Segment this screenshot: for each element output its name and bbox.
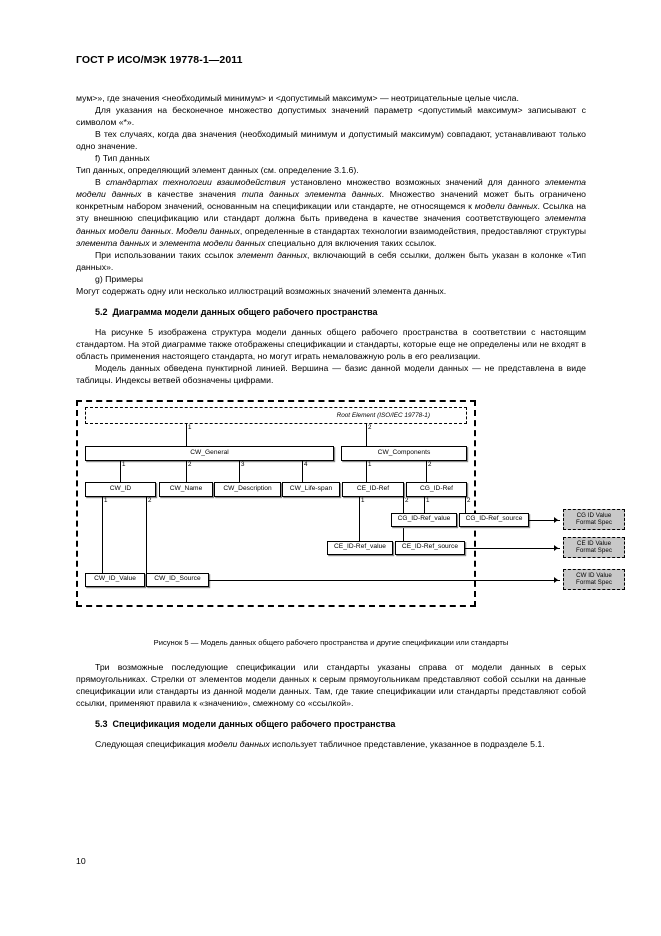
section-heading-5-3: [76, 719, 586, 729]
branch-index-comp-1: 1: [368, 460, 372, 468]
spec-box-ce-line1: CE ID Value: [576, 539, 612, 547]
p5-r1: В: [95, 177, 106, 188]
paragraph-8: На рисунке 5 изображена структура модели данных общего рабочего пространства в соответствии с настоящим стандартом. На этой диаграмме также отображены спецификации и стандарты, которые еще не определены или не входят в область применения настоящего стандарта, но могут играть немаловажную роль в его реализации.: [76, 327, 586, 362]
figure-5: [76, 400, 612, 628]
branch-index-cwid-2: 2: [148, 496, 152, 504]
figure-5-caption: Рисунок 5 — Модель данных общего рабочего пространства и другие спецификации или стандарты: [153, 637, 509, 647]
node-cg-id-ref-value: [391, 513, 457, 527]
node-cw-life-span-label: CW_Life-span: [289, 484, 333, 492]
branch-index-gen-1: 1: [122, 460, 126, 468]
connector-cwcomponents-cgidref: [426, 461, 427, 482]
node-cw-id: [85, 482, 156, 497]
node-cw-id-label: CW_ID: [109, 484, 132, 492]
p5-r10: элемента данных модели данных: [76, 213, 586, 236]
branch-index-ceref-1: 1: [361, 496, 365, 504]
node-cg-id-ref-source-label: CG_ID-Ref_source: [465, 515, 523, 523]
p5-r13: , определенные в стандартах технологии взаимодействия, предоставляют структуры: [239, 225, 586, 236]
connector-cgidref-value: [424, 497, 425, 513]
node-cg-id-ref-value-label: CG_ID-Ref_value: [397, 515, 451, 523]
node-ce-id-ref-label: CE_ID-Ref: [356, 484, 390, 492]
node-root-element: [85, 407, 467, 424]
section-5-3-title: Спецификация модели данных общего рабочего пространства: [112, 719, 396, 730]
connector-root-cwgeneral: [186, 424, 187, 446]
node-cg-id-ref: [406, 482, 467, 497]
connector-cgidref-source: [465, 497, 466, 513]
spec-box-cw-id-value-format: [563, 569, 625, 590]
p6-r3: , включающий в себя ссылки, должен быть указан в колонке «Тип данных».: [76, 249, 586, 272]
branch-index-gen-3: 3: [241, 460, 245, 468]
node-cw-description-label: CW_Description: [223, 484, 272, 492]
branch-index-gen-4: 4: [304, 460, 308, 468]
connector-cwid-source: [146, 497, 147, 573]
p5-r12: Модели данных: [176, 225, 240, 236]
page-number: 10: [76, 856, 86, 866]
spec-box-cw-line2: Format Spec: [576, 579, 612, 587]
p5-r3: установлено множество возможных значений для данного: [285, 177, 545, 188]
section-5-2-title: Диаграмма модели данных общего рабочего пространства: [112, 307, 378, 318]
p5-r16: элемента модели данных: [159, 237, 266, 248]
p11-r1: Следующая спецификация: [95, 739, 208, 750]
spec-box-cg-id-value-format: [563, 509, 625, 530]
paragraph-7: Могут содержать одну или несколько иллюстраций возможных значений элемента данных.: [76, 285, 447, 296]
node-ce-id-ref-value: [327, 541, 393, 555]
reference-arrow-cw: [554, 577, 558, 583]
p5-r15: и: [149, 237, 160, 248]
paragraph-4: Тип данных, определяющий элемент данных (см. определение 3.1.6).: [76, 165, 359, 176]
node-cw-components: [341, 446, 467, 461]
p11-r3: использует табличное представление, указанное в подразделе 5.1.: [269, 739, 545, 750]
connector-cwgeneral-cwid: [120, 461, 121, 482]
node-cw-id-value-label: CW_ID_Value: [94, 575, 136, 583]
node-cw-id-value: [85, 573, 145, 587]
node-cw-components-label: CW_Components: [377, 448, 431, 456]
branch-index-comp-2: 2: [428, 460, 432, 468]
reference-line-cw: [209, 580, 560, 581]
node-ce-id-ref-value-label: CE_ID-Ref_value: [333, 543, 387, 551]
node-ce-id-ref: [342, 482, 404, 497]
p5-r14: элемента данных: [76, 237, 150, 248]
paragraph-3-text: В тех случаях, когда два значения (необходимый минимум и допустимый максимум) совпадают, устанавливают только одно значение.: [76, 129, 586, 152]
page-title: ГОСТ Р ИСО/МЭК 19778-1—2011: [76, 54, 243, 66]
paragraph-9: Модель данных обведена пунктирной линией. Вершина — базис данной модели данных — не представлена в виде таблицы. Индексы ветвей обозначены цифрами.: [76, 363, 586, 386]
p5-r17: специально для включения таких ссылок.: [265, 237, 437, 248]
node-ce-id-ref-source-label: CE_ID-Ref_source: [401, 543, 459, 551]
p5-r2: стандартах технологии взаимодействия: [105, 177, 286, 188]
node-cw-id-source-label: CW_ID_Source: [154, 575, 201, 583]
reference-arrow-cg: [554, 517, 558, 523]
paragraph-1-text: мум>», где значения <необходимый минимум> и <допустимый максимум> — неотрицательные целые числа.: [76, 93, 519, 103]
p5-r8: модели данных: [474, 201, 538, 212]
paragraph-11: [76, 738, 586, 750]
node-cw-description: [214, 482, 281, 497]
figure-5-canvas: [76, 400, 612, 628]
branch-index-root-2: 2: [368, 423, 372, 431]
p5-r5: в качестве значения: [141, 189, 242, 200]
reference-arrow-ce: [554, 545, 558, 551]
spec-box-ce-id-value-format: [563, 537, 625, 558]
p11-r2: модели данных: [207, 739, 270, 750]
connector-ceidref-value: [359, 497, 360, 541]
section-heading-5-2: [76, 307, 586, 317]
node-cw-id-source: [146, 573, 209, 587]
spec-box-cw-line1: CW ID Value: [576, 571, 612, 579]
node-root-element-label: Root Element (ISO/IEC 19778-1): [336, 411, 430, 419]
connector-cwid-value: [102, 497, 103, 573]
node-cw-name-label: CW_Name: [169, 484, 203, 492]
branch-index-ceref-2: 2: [405, 496, 409, 504]
branch-index-cwid-1: 1: [104, 496, 108, 504]
connector-cwgeneral-cwlifespan: [302, 461, 303, 482]
paragraph-3: [76, 128, 586, 152]
branch-index-cgref-1: 1: [426, 496, 430, 504]
node-ce-id-ref-source: [395, 541, 465, 555]
section-5-3-number: 5.3: [95, 719, 108, 730]
p6-r1: При использовании таких ссылок: [95, 249, 237, 260]
paragraph-1: [76, 92, 586, 104]
list-item-f: f) Тип данных: [95, 153, 150, 164]
node-cw-general: [85, 446, 334, 461]
branch-index-cgref-2: 2: [467, 496, 471, 504]
list-item-g: g) Примеры: [95, 273, 143, 284]
paragraph-5: [76, 176, 586, 248]
branch-index-gen-2: 2: [188, 460, 192, 468]
connector-cwgeneral-cwname: [186, 461, 187, 482]
connector-cwcomponents-ceidref: [366, 461, 367, 482]
connector-root-cwcomponents: [366, 424, 367, 446]
p5-r9: . Ссылка на эту внешнюю спецификацию или стандарт должна быть приведена в качестве значения соответствующего: [76, 201, 587, 224]
p5-r11: .: [171, 225, 177, 236]
node-cg-id-ref-label: CG_ID-Ref: [419, 484, 454, 492]
paragraph-6: [76, 249, 586, 273]
spec-box-cg-line1: CG ID Value: [576, 511, 612, 519]
spec-box-ce-line2: Format Spec: [576, 547, 612, 555]
paragraph-2: [76, 104, 586, 128]
p5-r7: . Множество значений может быть ограничено конкретным набором значений, основанным на спецификации или стандарте, не относящемся к: [76, 189, 586, 212]
reference-line-ce: [465, 548, 560, 549]
spec-box-cg-line2: Format Spec: [576, 519, 612, 527]
p5-r6: типа данных элемента данных: [241, 189, 382, 200]
page-content: [76, 54, 612, 750]
connector-cwgeneral-cwdescription: [239, 461, 240, 482]
node-cw-life-span: [282, 482, 340, 497]
node-cw-name: [159, 482, 213, 497]
node-cw-general-label: CW_General: [190, 448, 229, 456]
p5-r4: элемента модели данных: [76, 177, 586, 200]
branch-index-root-1: 1: [188, 423, 192, 431]
paragraph-2-text: Для указания на бесконечное множество допустимых значений параметр <допустимый максимум> записывают с символом «*».: [76, 105, 586, 128]
section-5-2-number: 5.2: [95, 307, 108, 318]
paragraph-10: Три возможные последующие спецификации или стандарты указаны справа от модели данных в серых прямоугольниках. Стрелки от элементов модели данных к серым прямоугольникам представляют собой ссылки на данные спецификации или стандарты из данной модели данных. Там, где такие спецификации или стандарты представляют собой ссылки, применяют правила к «значению», смежному со «ссылкой».: [76, 661, 586, 708]
p6-r2: элемент данных: [236, 249, 308, 260]
node-cg-id-ref-source: [459, 513, 529, 527]
